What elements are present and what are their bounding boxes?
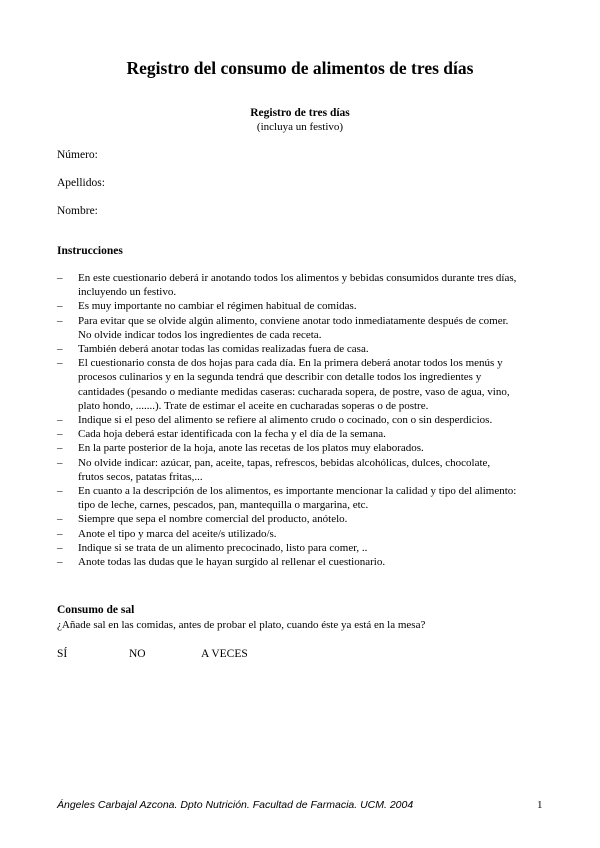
list-dash: –: [57, 314, 63, 327]
list-dash: –: [57, 527, 63, 540]
list-item-text: Indique si se trata de un alimento precocinado, listo para comer, ..: [78, 541, 368, 554]
list-item: [57, 413, 517, 427]
list-item-text: Indique si el peso del alimento se refiere al alimento crudo o cocinado, con o sin desperdicios.: [78, 414, 493, 427]
nombre-field-label: Nombre:: [57, 205, 98, 217]
list-item-text: No olvide indicar: azúcar, pan, aceite, tapas, refrescos, bebidas alcohólicas, dulces, chocolate, frutos secos, patatas fritas,...: [78, 456, 491, 483]
list-dash: –: [57, 513, 63, 526]
numero-field-label: Número:: [57, 149, 98, 161]
footer-credit: Ángeles Carbajal Azcona. Dpto Nutrición. Facultad de Farmacia. UCM. 2004: [57, 799, 414, 811]
list-dash: –: [57, 357, 63, 370]
list-item: [57, 356, 517, 413]
list-item: [57, 555, 517, 569]
list-item: [57, 541, 517, 555]
list-item: [57, 441, 517, 455]
document-subtitle: Registro de tres días: [250, 107, 350, 119]
instructions-list: [57, 271, 517, 569]
apellidos-field-label: Apellidos:: [57, 177, 105, 189]
list-item-text: Anote el tipo y marca del aceite/s utilizado/s.: [78, 527, 277, 540]
salt-question: ¿Añade sal en las comidas, antes de probar el plato, cuando éste ya está en la mesa?: [57, 619, 426, 631]
list-dash: –: [57, 456, 63, 469]
list-dash: –: [57, 428, 63, 441]
document-title: Registro del consumo de alimentos de tres días: [126, 58, 474, 78]
list-item: [57, 427, 517, 441]
list-item: [57, 527, 517, 541]
salt-heading: Consumo de sal: [57, 604, 135, 616]
salt-option-si[interactable]: SÍ: [57, 648, 68, 660]
list-item-text: En cuanto a la descripción de los alimentos, es importante mencionar la calidad y tipo del alimento: tipo de leche, carnes, pescados, pan, mantequilla o margarina, etc.: [78, 485, 517, 512]
list-dash: –: [57, 300, 63, 313]
salt-option-no[interactable]: NO: [129, 648, 146, 660]
list-item-text: En la parte posterior de la hoja, anote las recetas de los platos muy elaborados.: [78, 442, 424, 455]
salt-option-a-veces[interactable]: A VECES: [201, 648, 248, 660]
list-dash: –: [57, 343, 63, 356]
list-item-text: Es muy importante no cambiar el régimen habitual de comidas.: [78, 300, 357, 313]
list-item-text: Anote todas las dudas que le hayan surgido al rellenar el cuestionario.: [78, 556, 386, 569]
list-item: [57, 271, 517, 299]
list-dash: –: [57, 414, 63, 427]
list-item: [57, 299, 517, 313]
page-number: 1: [537, 799, 543, 811]
document-subnote: (incluya un festivo): [256, 121, 344, 133]
list-dash: –: [57, 272, 63, 284]
instructions-heading: Instrucciones: [57, 245, 123, 257]
list-item: [57, 512, 517, 526]
list-dash: –: [57, 541, 63, 554]
list-item: [57, 342, 517, 356]
list-item-text: Cada hoja deberá estar identificada con la fecha y el día de la semana.: [78, 428, 386, 441]
list-item-text: Siempre que sepa el nombre comercial del producto, anótelo.: [78, 513, 348, 526]
list-item-text: El cuestionario consta de dos hojas para cada día. En la primera deberá anotar todos los menús y procesos culinarios y en la segunda tendrá que describir con detalle todos los ingredientes y cantidades (pesando o mediante medidas caseras: cucharada sopera, de postre, vaso de agua, vino, plato hondo, .......). Trate de estimar el aceite en cucharadas soperas o de postre.: [78, 357, 510, 412]
list-item: [57, 456, 517, 484]
list-dash: –: [57, 556, 63, 569]
list-item-text: Para evitar que se olvide algún alimento, conviene anotar todo inmediatamente después de comer. No olvide indicar todos los ingredientes de cada receta.: [78, 314, 509, 341]
list-item: [57, 314, 517, 342]
list-item: [57, 484, 517, 512]
list-dash: –: [57, 485, 63, 498]
list-dash: –: [57, 442, 63, 455]
list-item-text: También deberá anotar todas las comidas realizadas fuera de casa.: [78, 343, 369, 356]
list-item-text: En este cuestionario deberá ir anotando todos los alimentos y bebidas consumidos durante tres días, incluyendo un festivo.: [78, 272, 517, 299]
